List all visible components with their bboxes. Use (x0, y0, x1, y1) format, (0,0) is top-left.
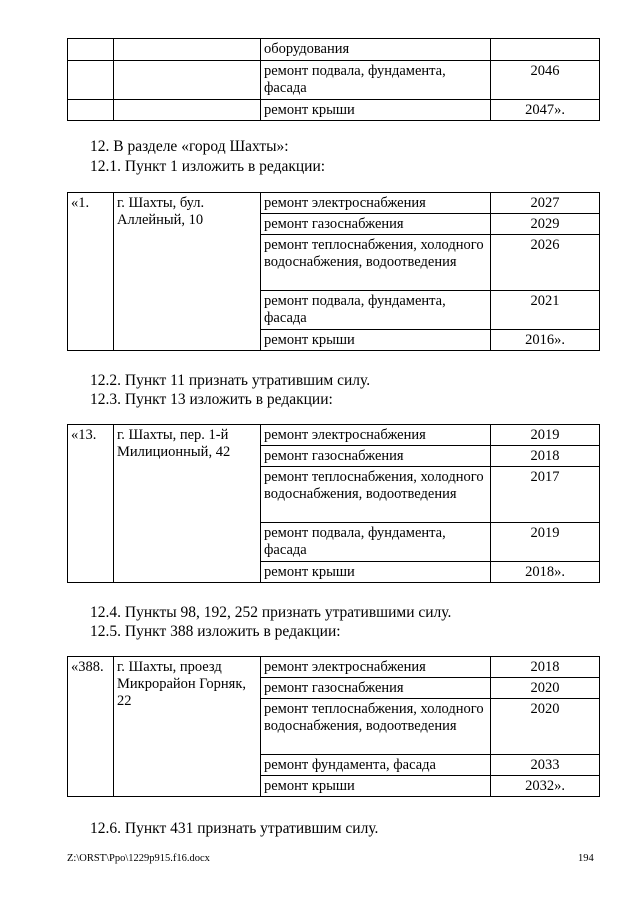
paragraph: 12.3. Пункт 13 изложить в редакции: (90, 391, 333, 408)
year-cell: 2020 (491, 678, 600, 699)
paragraph: 12.5. Пункт 388 изложить в редакции: (90, 623, 341, 640)
year-cell: 2019 (491, 425, 600, 446)
work-cell: ремонт крыши (261, 330, 491, 351)
table-item-388 (67, 656, 600, 797)
table-row (68, 100, 600, 121)
footer-file-path: Z:\ORST\Ppo\1229p915.f16.docx (67, 853, 210, 864)
address-cell (114, 39, 261, 61)
table-row (68, 193, 600, 214)
table-row (68, 61, 600, 100)
year-cell: 2018 (491, 446, 600, 467)
work-cell: ремонт газоснабжения (261, 214, 491, 235)
work-cell: ремонт подвала, фундамента, фасада (261, 61, 491, 100)
address-cell: г. Шахты, бул. Аллейный, 10 (114, 193, 261, 351)
work-cell: ремонт подвала, фундамента, фасада (261, 291, 491, 330)
work-cell: ремонт теплоснабжения, холодного водоснабжения, водоотведения (261, 699, 491, 755)
year-cell (491, 39, 600, 61)
num-cell (68, 39, 114, 61)
year-cell: 2033 (491, 755, 600, 776)
year-cell: 2018». (491, 562, 600, 583)
work-cell: ремонт крыши (261, 562, 491, 583)
table-item-1 (67, 192, 600, 351)
address-cell: г. Шахты, пер. 1-й Милиционный, 42 (114, 425, 261, 583)
paragraph: 12.6. Пункт 431 признать утратившим силу. (90, 820, 379, 837)
num-cell (68, 61, 114, 100)
year-cell: 2046 (491, 61, 600, 100)
work-cell: ремонт теплоснабжения, холодного водоснабжения, водоотведения (261, 467, 491, 523)
work-cell: ремонт теплоснабжения, холодного водоснабжения, водоотведения (261, 235, 491, 291)
address-cell: г. Шахты, проезд Микрорайон Горняк, 22 (114, 657, 261, 797)
work-cell: ремонт электроснабжения (261, 657, 491, 678)
year-cell: 2017 (491, 467, 600, 523)
paragraph: 12.4. Пункты 98, 192, 252 признать утратившими силу. (90, 604, 452, 621)
work-cell: ремонт крыши (261, 100, 491, 121)
year-cell: 2026 (491, 235, 600, 291)
work-cell: ремонт электроснабжения (261, 193, 491, 214)
table-row (68, 39, 600, 61)
work-cell: ремонт фундамента, фасада (261, 755, 491, 776)
work-cell: ремонт крыши (261, 776, 491, 797)
section-heading: 12. В разделе «город Шахты»: (90, 138, 289, 155)
address-cell (114, 100, 261, 121)
address-cell (114, 61, 261, 100)
work-cell: ремонт подвала, фундамента, фасада (261, 523, 491, 562)
work-cell: ремонт газоснабжения (261, 446, 491, 467)
year-cell: 2029 (491, 214, 600, 235)
year-cell: 2047». (491, 100, 600, 121)
paragraph: 12.2. Пункт 11 признать утратившим силу. (90, 372, 371, 389)
year-cell: 2027 (491, 193, 600, 214)
work-cell: ремонт электроснабжения (261, 425, 491, 446)
year-cell: 2019 (491, 523, 600, 562)
year-cell: 2018 (491, 657, 600, 678)
work-cell: ремонт газоснабжения (261, 678, 491, 699)
year-cell: 2032». (491, 776, 600, 797)
table-row (68, 657, 600, 678)
year-cell: 2016». (491, 330, 600, 351)
year-cell: 2021 (491, 291, 600, 330)
year-cell: 2020 (491, 699, 600, 755)
num-cell (68, 100, 114, 121)
work-cell: оборудования (261, 39, 491, 61)
num-cell: «388. (68, 657, 114, 797)
table-item-13 (67, 424, 600, 583)
table-continuation (67, 38, 600, 121)
num-cell: «1. (68, 193, 114, 351)
footer-page-number: 194 (578, 853, 594, 864)
num-cell: «13. (68, 425, 114, 583)
paragraph: 12.1. Пункт 1 изложить в редакции: (90, 158, 326, 175)
table-row (68, 425, 600, 446)
